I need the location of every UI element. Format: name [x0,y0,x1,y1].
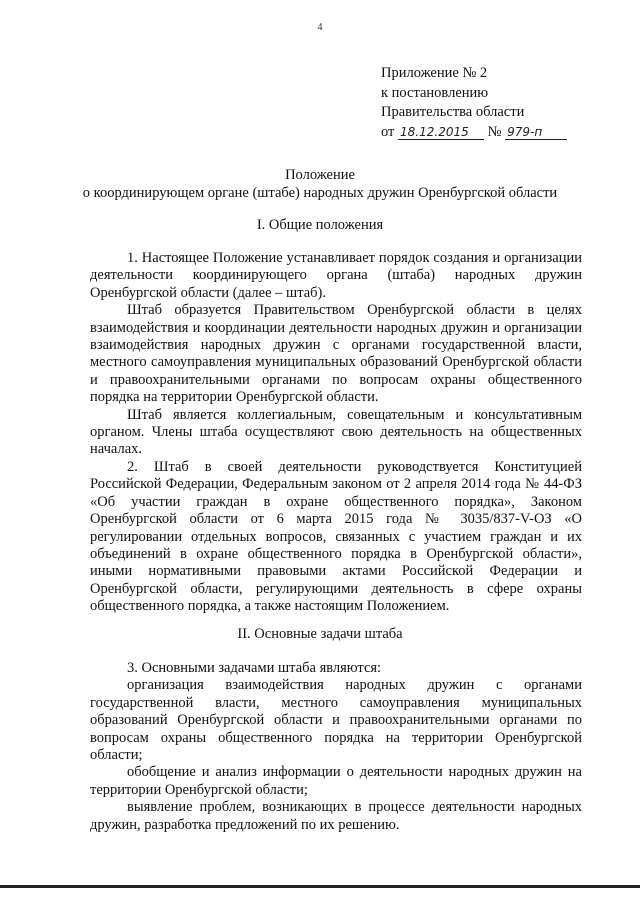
document-title [0,166,640,202]
title-line-2: о координирующем органе (штабе) народных дружин Оренбургской области [82,185,558,201]
paragraph: обобщение и анализ информации о деятельности народных дружин на территории Оренбургской области; [90,764,582,798]
paragraph: выявление проблем, возникающих в процессе деятельности народных дружин, разработка предложений по их решению. [90,799,582,833]
from-label: от [381,123,395,140]
bottom-scan-border [0,885,640,888]
appendix-block [381,64,567,142]
appendix-line-1: Приложение № 2 [381,65,488,81]
handwritten-number: 979-п [505,125,567,140]
appendix-line-3: Правительства области [381,104,525,120]
handwritten-date: 18.12.2015 [398,125,484,140]
paragraph: 2. Штаб в своей деятельности руководствуется Конституцией Российской Федерации, Федеральным законом от 2 апреля 2014 года № 44-ФЗ «Об участии граждан в охране общественного порядка», Законом Оренбургской области от 6 марта 2015 года № 3035/837-V-ОЗ «О регулировании отдельных вопросов, связанных с участием граждан и их объединений в охране общественного порядка в Оренбургской области», иными нормативными правовыми актами Российской Федерации и Оренбургской области, регулирующими деятельность в сфере охраны общественного порядка, а также настоящим Положением. [90,458,582,615]
number-label: № [487,123,502,140]
paragraph: 3. Основными задачами штаба являются: [127,660,382,676]
appendix-line-2: к постановлению [381,84,489,101]
section-2-body [90,660,582,834]
section-1-body [90,250,582,616]
appendix-date-line [381,123,567,143]
section-2-heading: II. Основные задачи штаба [237,626,403,642]
title-line-1: Положение [285,167,355,183]
paragraph: Штаб образуется Правительством Оренбургской области в целях взаимодействия и координации деятельности народных дружин и организации взаимодействия народных дружин с органами государственной власти, местного самоуправления муниципальных образований Оренбургской области и правоохранительными органами по вопросам охраны общественного порядка на территории Оренбургской области. [90,302,582,406]
paragraph: 1. Настоящее Положение устанавливает порядок создания и организации деятельности координирующего органа (штаба) народных дружин Оренбургской области (далее – штаб). [90,250,582,301]
page-number: 4 [317,22,323,33]
section-1-heading: I. Общие положения [256,217,384,233]
paragraph: организация взаимодействия народных дружин с органами государственной власти, местного самоуправления муниципальных образований Оренбургской области и правоохранительными органами по вопросам охраны общественного порядка на территории Оренбургской области; [90,677,582,764]
paragraph: Штаб является коллегиальным, совещательным и консультативным органом. Члены штаба осуществляют свою деятельность на общественных началах. [90,406,582,458]
